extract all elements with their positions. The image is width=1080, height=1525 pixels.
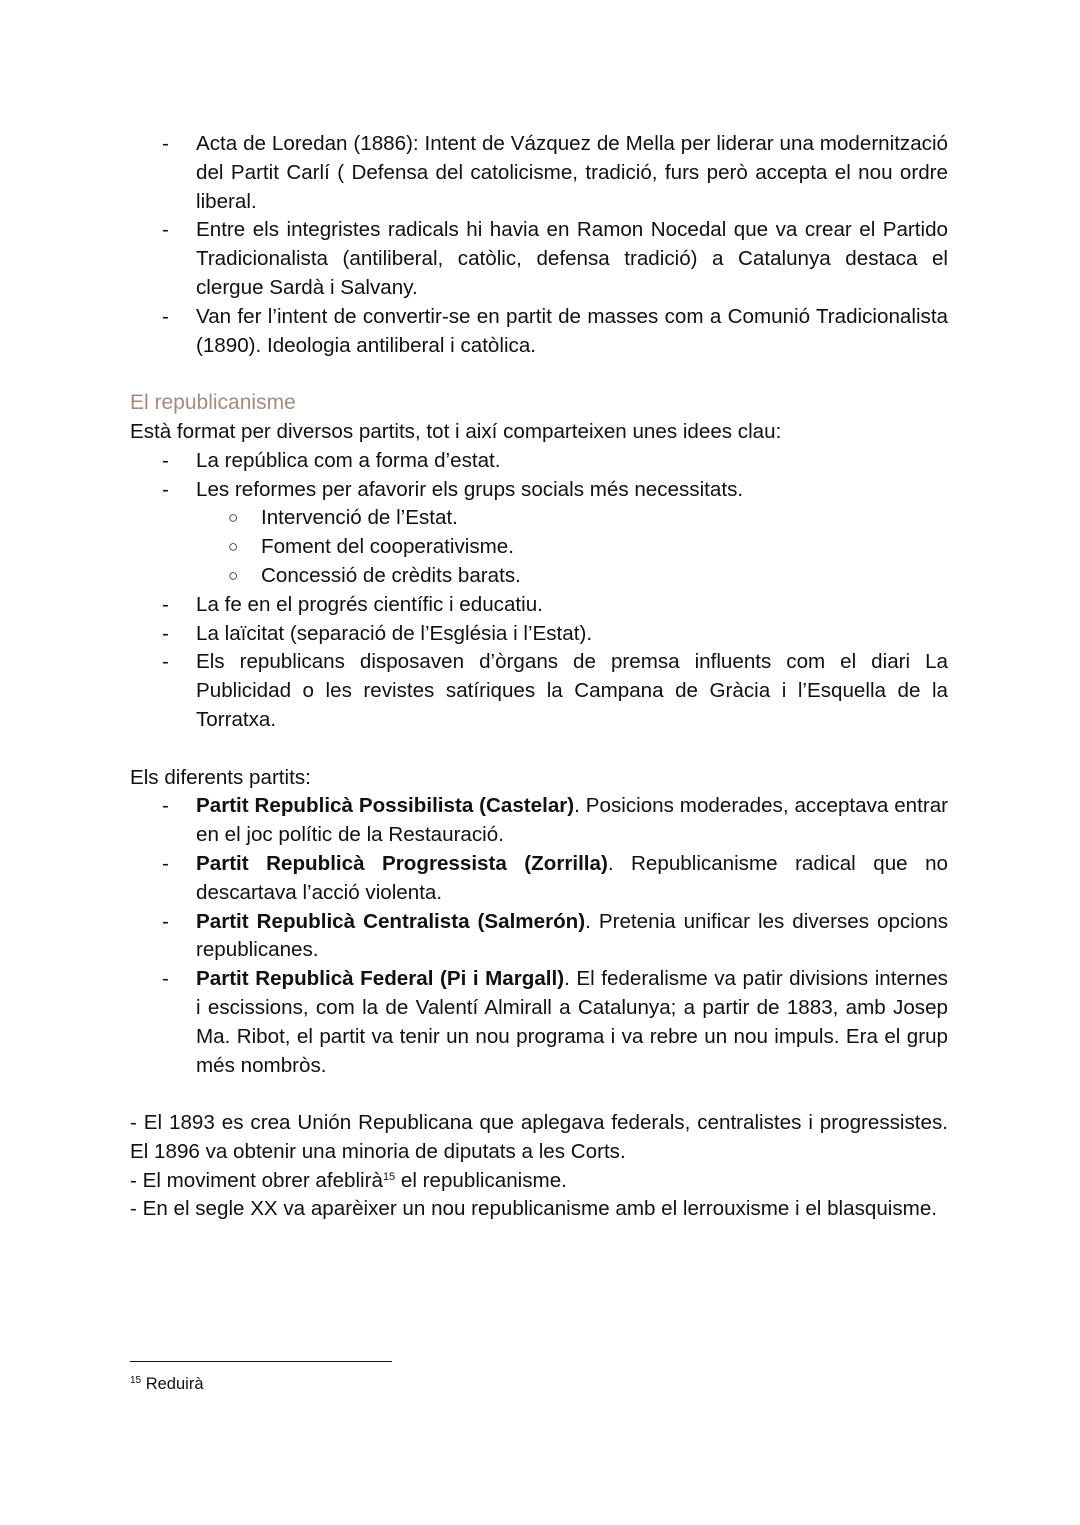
list-item: - Entre els integristes radicals hi havia en Ramon Nocedal que va crear el Partido Tradicionalista (antiliberal, catòlic, defensa tradició) a Catalunya destaca el clergue Sardà i Salvany. [162, 218, 948, 299]
circle-bullet-icon: ○ [228, 508, 239, 528]
party-item: - Partit Republicà Federal (Pi i Margall). El federalisme va patir divisions internes i escissions, com la de Valentí Almirall a Catalunya; a partir de 1883, amb Josep Ma. Ribot, el partit va tenir un nou programa i va rebre un nou impuls. Era el grup més nombròs. [162, 967, 948, 1077]
party-item: - Partit Republicà Possibilista (Castelar). Posicions moderades, acceptava entrar en el joc polític de la Restauració. [162, 794, 949, 847]
sub-list-item: ○ Concessió de crèdits barats. [130, 562, 948, 591]
party-item: - Partit Republicà Progressista (Zorrilla). Republicanisme radical que no descartava l’acció violenta. [162, 851, 949, 904]
section-heading: El republicanisme [130, 391, 296, 415]
list-item: - Els republicans disposaven d’òrgans de premsa influents com el diari La Publicidad o les revistes satíriques la Campana de Gràcia i l’Esquella de la Torratxa. [162, 650, 948, 731]
list-item: - Van fer l’intent de convertir-se en partit de masses com a Comunió Tradicionalista (1890). Ideologia antiliberal i catòlica. [162, 304, 948, 357]
party-item: - Partit Republicà Centralista (Salmerón). Pretenia unificar les diverses opcions republicanes. [162, 909, 948, 962]
paragraph: - En el segle XX va aparèixer un nou republicanisme amb el lerrouxisme i el blasquisme. [130, 1197, 937, 1221]
paragraph: Està format per diversos partits, tot i així comparteixen unes idees clau: [130, 419, 782, 443]
circle-bullet-icon: ○ [228, 537, 239, 557]
list-item: - La laïcitat (separació de l’Església i l’Estat). [162, 621, 593, 645]
document-body [130, 130, 948, 1224]
list-item: - La república com a forma d’estat. [162, 448, 501, 472]
list-item: - Les reformes per afavorir els grups socials més necessitats. [162, 477, 744, 501]
footnote-ref[interactable]: 15 [382, 1170, 396, 1183]
list-item: - La fe en el progrés científic i educatiu. [162, 592, 543, 616]
sub-list-item: ○ Foment del cooperativisme. [130, 533, 948, 562]
footnote-divider [130, 1361, 392, 1362]
sub-list-item: ○ Intervenció de l’Estat. [130, 504, 948, 533]
footnote: $^{15}$ Reduirà [130, 1375, 204, 1393]
paragraph: - El moviment obrer afeblirà$^{15}$ el republicanisme. [130, 1168, 567, 1192]
list-item: - Acta de Loredan (1886): Intent de Vázquez de Mella per liderar una modernització del Partit Carlí ( Defensa del catolicisme, tradició, furs però accepta el nou ordre liberal. [162, 132, 948, 213]
circle-bullet-icon: ○ [228, 565, 239, 585]
paragraph: - El 1893 es crea Unión Republicana que aplegava federals, centralistes i progressistes. El 1896 va obtenir una minoria de diputats a les Corts. [130, 1111, 948, 1163]
paragraph: Els diferents partits: [130, 765, 311, 789]
